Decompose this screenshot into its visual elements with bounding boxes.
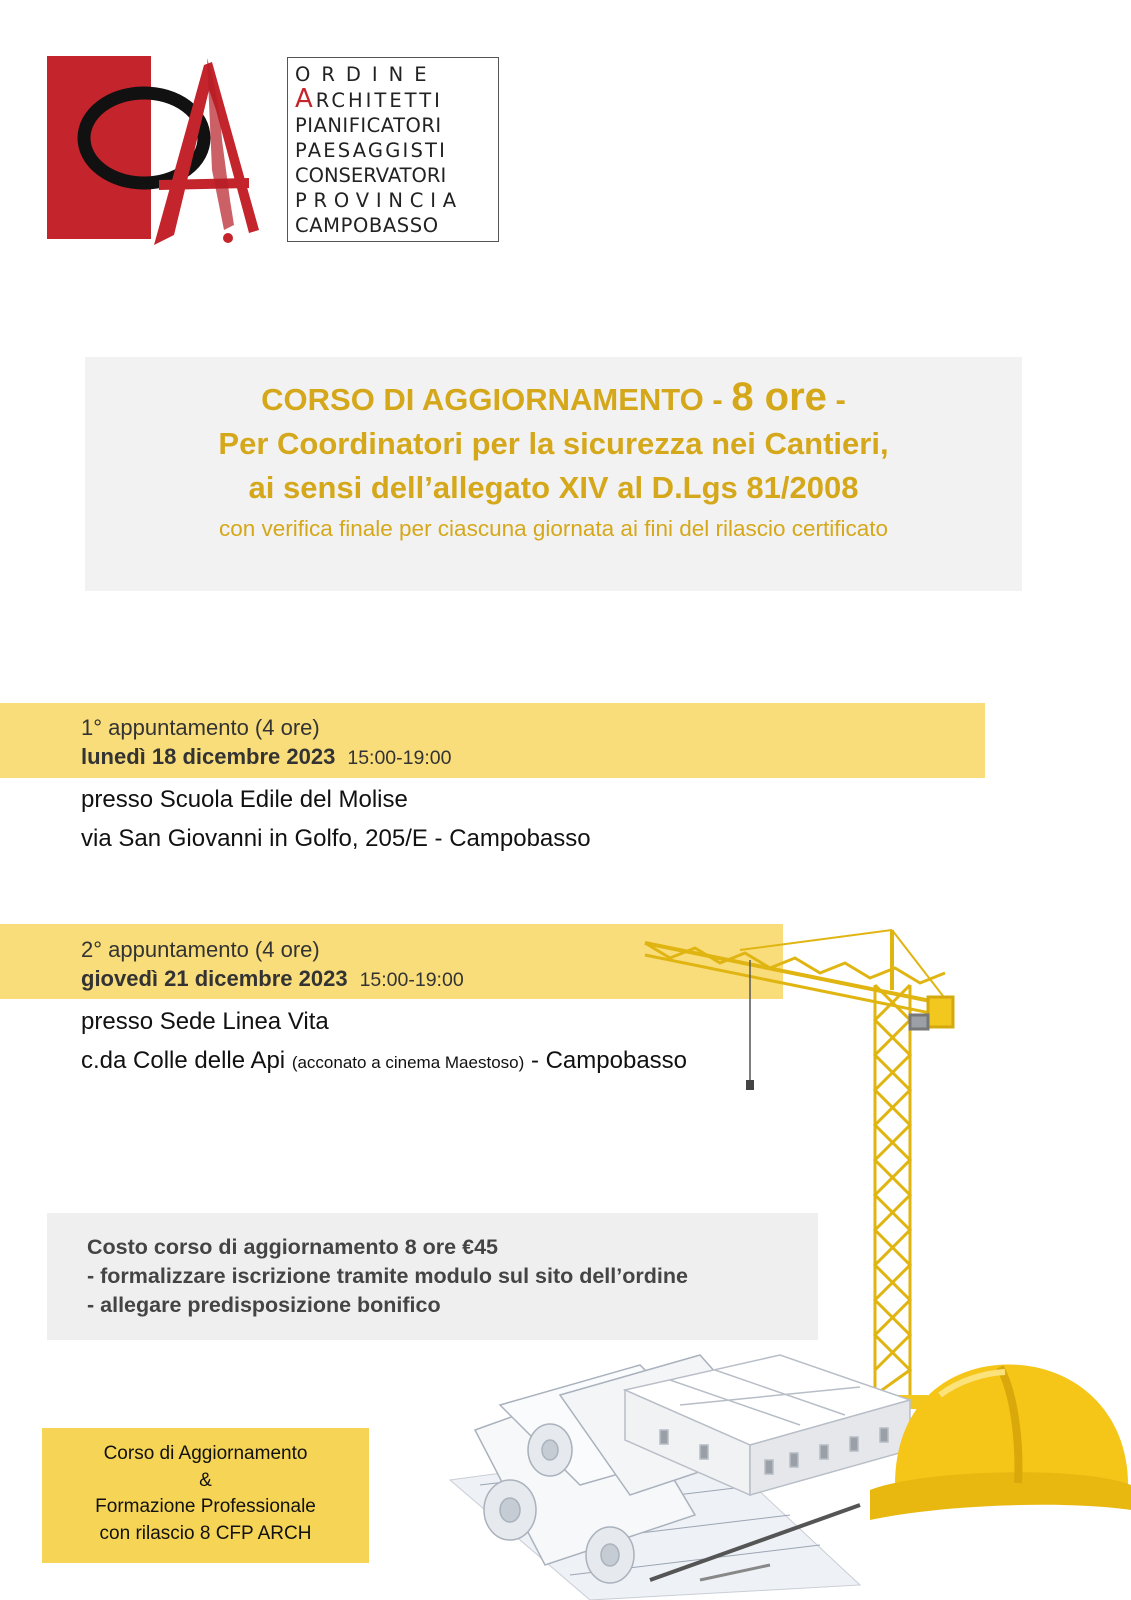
course-title-suffix: -: [826, 382, 846, 417]
cost-info-box: [47, 1213, 818, 1340]
appointment-2-datetime: [81, 966, 464, 992]
logo-line-provincia: PROVINCIA: [295, 189, 463, 212]
appointment-1-heading: 1° appuntamento (4 ore): [81, 715, 320, 740]
appointment-1-time: 15:00-19:00: [347, 747, 452, 769]
appointment-2-address-end: - Campobasso: [530, 1047, 688, 1074]
course-title-prefix: CORSO DI AGGIORNAMENTO -: [261, 382, 732, 417]
appointment-2-address-main: c.da Colle delle Api: [81, 1047, 286, 1074]
logo-text-box: [287, 57, 499, 242]
course-title-line1: [85, 375, 1022, 422]
badge-line-3: Formazione Professionale: [95, 1496, 316, 1517]
logo-line-paesaggisti: PAESAGGISTI: [295, 139, 448, 162]
cost-line-payment: - allegare predisposizione bonifico: [87, 1293, 441, 1317]
badge-line-1: Corso di Aggiornamento: [103, 1443, 308, 1464]
appointment-2-date: giovedì 21 dicembre 2023: [81, 966, 348, 991]
appointment-1-place: presso Scuola Edile del Molise: [81, 786, 408, 813]
logo-line-pianificatori: PIANIFICATORI: [295, 114, 442, 137]
appointment-2-heading: 2° appuntamento (4 ore): [81, 937, 320, 962]
badge-line-4: con rilascio 8 CFP ARCH: [99, 1522, 312, 1544]
badge-line-2: &: [199, 1469, 212, 1491]
appointment-2-place: presso Sede Linea Vita: [81, 1008, 329, 1035]
course-subtitle: con verifica finale per ciascuna giornata ai fini del rilascio certificato: [218, 516, 889, 541]
logo-line-campobasso: CAMPOBASSO: [295, 214, 439, 237]
appointment-1-date: lunedì 18 dicembre 2023: [81, 744, 336, 769]
course-title-box: [85, 357, 1022, 591]
appointment-1-address: via San Giovanni in Golfo, 205/E - Campobasso: [81, 825, 591, 852]
cost-line-registration: - formalizzare iscrizione tramite modulo sul sito dell’ordine: [87, 1264, 688, 1288]
appointment-1-datetime: [81, 744, 451, 770]
course-title-line2: Per Coordinatori per la sicurezza nei Cantieri,: [218, 426, 889, 461]
course-title-hours: 8 ore: [731, 375, 827, 419]
logo-line-conservatori: CONSERVATORI: [295, 164, 447, 187]
cost-line-price: Costo corso di aggiornamento 8 ore €45: [87, 1235, 498, 1259]
logo-line-ordine: ORDINE: [295, 63, 438, 86]
course-title-line3: ai sensi dell’allegato XIV al D.Lgs 81/2008: [248, 470, 859, 505]
cfp-badge: [42, 1428, 369, 1563]
appointment-2-address-note: (acconato a cinema Maestoso): [291, 1053, 525, 1072]
logo-line-architetti: ARCHITETTI: [295, 84, 443, 114]
logo-mark: [44, 50, 269, 250]
appointment-2-time: 15:00-19:00: [359, 969, 464, 991]
